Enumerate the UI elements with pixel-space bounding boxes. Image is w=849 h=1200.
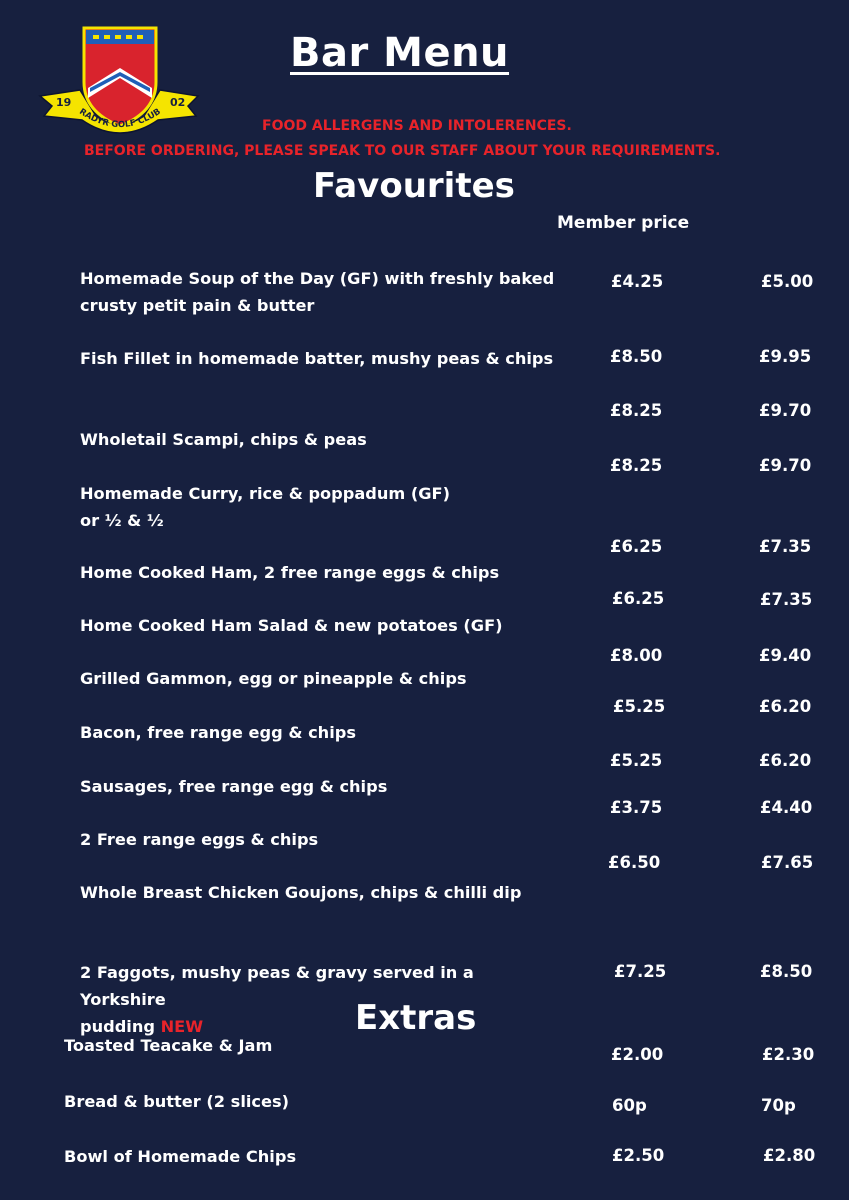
member-price: £6.25 [610, 537, 663, 556]
price: £9.40 [759, 646, 812, 665]
extras-heading: Extras [355, 998, 477, 1038]
item-name-line1: Grilled Gammon, egg or pineapple & chips [80, 669, 467, 688]
item-name: Bowl of Homemade Chips [64, 1147, 297, 1166]
menu-item-sausages [80, 773, 560, 800]
page-title: Bar Menu [290, 30, 510, 76]
menu-item-fish [80, 345, 560, 372]
item-name-line1: Bacon, free range egg & chips [80, 723, 356, 742]
item-name-line1: Fish Fillet in homemade batter, mushy peas & chips [80, 349, 554, 368]
price: £2.80 [763, 1146, 816, 1165]
member-price-label: Member price [557, 213, 690, 233]
member-price: £3.75 [610, 798, 663, 817]
member-price: £5.25 [610, 751, 663, 770]
price: £7.65 [761, 853, 814, 872]
price: £9.95 [759, 347, 812, 366]
menu-item-bacon [80, 719, 560, 746]
price: £9.70 [759, 456, 812, 475]
price: £9.70 [759, 401, 812, 420]
price: £8.50 [760, 962, 813, 981]
member-price: £2.50 [612, 1146, 665, 1165]
member-price: £8.25 [610, 401, 663, 420]
extras-item-teacake [64, 1032, 544, 1059]
item-name-line1: Homemade Curry, rice & poppadum (GF) [80, 484, 451, 503]
logo-club-name: RADYR GOLF CLUB [77, 106, 163, 131]
member-price: 60p [612, 1096, 647, 1115]
new-badge: NEW [160, 1017, 204, 1036]
item-name-line1: 2 Faggots, mushy peas & gravy served in a Yorkshire [80, 963, 474, 1009]
price: £5.00 [761, 272, 814, 291]
item-name: Toasted Teacake & Jam [64, 1036, 273, 1055]
price: £7.35 [760, 590, 813, 609]
item-name-line2: pudding [80, 1017, 155, 1036]
member-price: £7.25 [614, 962, 667, 981]
logo-year-right: 02 [170, 96, 186, 109]
extras-item-chips [64, 1143, 544, 1170]
member-price: £5.25 [613, 697, 666, 716]
item-name-line1: Home Cooked Ham, 2 free range eggs & chips [80, 563, 500, 582]
price: £6.20 [759, 751, 812, 770]
menu-item-soup [80, 265, 560, 319]
menu-item-eggs-chips [80, 826, 560, 853]
club-logo [38, 24, 200, 136]
price: £6.20 [759, 697, 812, 716]
menu-item-ham-salad [80, 612, 560, 639]
price: £2.30 [762, 1045, 815, 1064]
item-name: Bread & butter (2 slices) [64, 1092, 290, 1111]
member-price: £6.50 [608, 853, 661, 872]
menu-item-ham-eggs [80, 559, 560, 586]
member-price: £8.25 [610, 456, 663, 475]
price: 70p [761, 1096, 796, 1115]
menu-item-goujons [80, 879, 560, 906]
extras-item-bread [64, 1088, 544, 1115]
member-price: £8.00 [610, 646, 663, 665]
logo-year-left: 19 [56, 96, 72, 109]
price: £7.35 [759, 537, 812, 556]
allergen-notice-line2: BEFORE ORDERING, PLEASE SPEAK TO OUR STAFF ABOUT YOUR REQUIREMENTS. [84, 143, 721, 159]
item-name-line1: Wholetail Scampi, chips & peas [80, 430, 367, 449]
menu-item-faggots [80, 959, 560, 1040]
favourites-heading: Favourites [313, 166, 515, 206]
item-name-line1: Whole Breast Chicken Goujons, chips & chilli dip [80, 883, 522, 902]
allergen-notice-line1: FOOD ALLERGENS AND INTOLERENCES. [262, 118, 572, 134]
item-name-line2: crusty petit pain & butter [80, 296, 315, 315]
item-name-line1: Homemade Soup of the Day (GF) with freshly baked [80, 269, 555, 288]
price: £4.40 [760, 798, 813, 817]
item-name-line2: or ½ & ½ [80, 511, 164, 530]
member-price: £2.00 [611, 1045, 664, 1064]
item-name-line1: 2 Free range eggs & chips [80, 830, 319, 849]
menu-item-curry [80, 480, 560, 534]
menu-item-gammon [80, 665, 560, 692]
member-price: £6.25 [612, 589, 665, 608]
member-price: £8.50 [610, 347, 663, 366]
menu-item-scampi [80, 426, 560, 453]
member-price: £4.25 [611, 272, 664, 291]
item-name-line1: Sausages, free range egg & chips [80, 777, 388, 796]
item-name-line1: Home Cooked Ham Salad & new potatoes (GF) [80, 616, 503, 635]
